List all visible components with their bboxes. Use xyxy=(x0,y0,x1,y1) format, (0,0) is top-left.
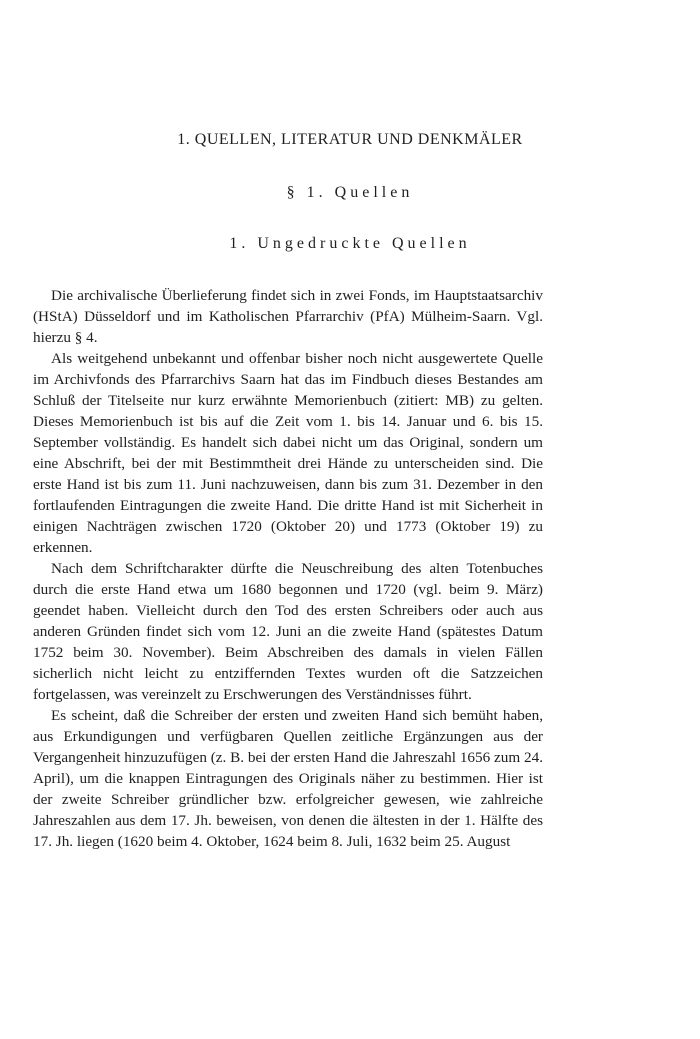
paragraph: Als weitgehend unbekannt und offenbar bisher noch nicht ausgewertete Quelle im Archivfonds des Pfarrarchivs Saarn hat das im Findbuch dieses Bestandes am Schluß der Titelseite nur kurz erwähnte Memorienbuch (zitiert: MB) zu gelten. Dieses Memorienbuch ist bis auf die Zeit vom 1. bis 14. Januar und 6. bis 15. September vollständig. Es handelt sich dabei nicht um das Original, sondern um eine Abschrift, bei der mit Bestimmtheit drei Hände zu unterscheiden sind. Die erste Hand ist bis zum 11. Juni nachzuweisen, dann bis zum 31. Dezember in den fortlaufenden Eintragungen die zweite Hand. Die dritte Hand ist mit Sicherheit in einigen Nachträgen zwischen 1720 (Oktober 20) und 1773 (Oktober 19) zu erkennen. xyxy=(33,350,543,556)
sub-heading: 1. Ungedruckte Quellen xyxy=(229,235,471,252)
paragraph: Es scheint, daß die Schreiber der ersten und zweiten Hand sich bemüht haben, aus Erkundigungen und verfügbaren Quellen zeitliche Ergänzungen aus der Vergangenheit hinzuzufügen (z. B. bei der ersten Hand die Jahreszahl 1656 zum 24. April), um die knappen Eintragungen des Originals näher zu bestimmen. Hier ist der zweite Schreiber gründlicher bzw. erfolgreicher gewesen, wie zahlreiche Jahreszahlen aus dem 17. Jh. beweisen, von denen die ältesten in der 1. Hälfte des 17. Jh. liegen (1620 beim 4. Oktober, 1624 beim 8. Juli, 1632 beim 25. August xyxy=(33,707,543,850)
chapter-heading: 1. QUELLEN, LITERATUR UND DENKMÄLER xyxy=(177,131,523,148)
paragraph: Die archivalische Überlieferung findet sich in zwei Fonds, im Hauptstaatsarchiv (HStA) Düsseldorf und im Katholischen Pfarrarchiv (PfA) Mülheim-Saarn. Vgl. hierzu § 4. xyxy=(33,287,543,346)
body-text xyxy=(33,285,543,852)
section-heading: § 1. Quellen xyxy=(286,184,414,201)
paragraph: Nach dem Schriftcharakter dürfte die Neuschreibung des alten Totenbuches durch die erste Hand etwa um 1680 begonnen und 1720 (vgl. beim 9. März) geendet haben. Vielleicht durch den Tod des ersten Schreibers oder auch aus anderen Gründen findet sich vom 12. Juni an die zweite Hand (spätestes Datum 1752 beim 30. November). Beim Abschreiben des damals in vielen Fällen sicherlich nicht leicht zu entziffernden Textes wurden oft die Satzzeichen fortgelassen, was vereinzelt zu Erschwerungen des Verständnisses führt. xyxy=(33,560,543,703)
